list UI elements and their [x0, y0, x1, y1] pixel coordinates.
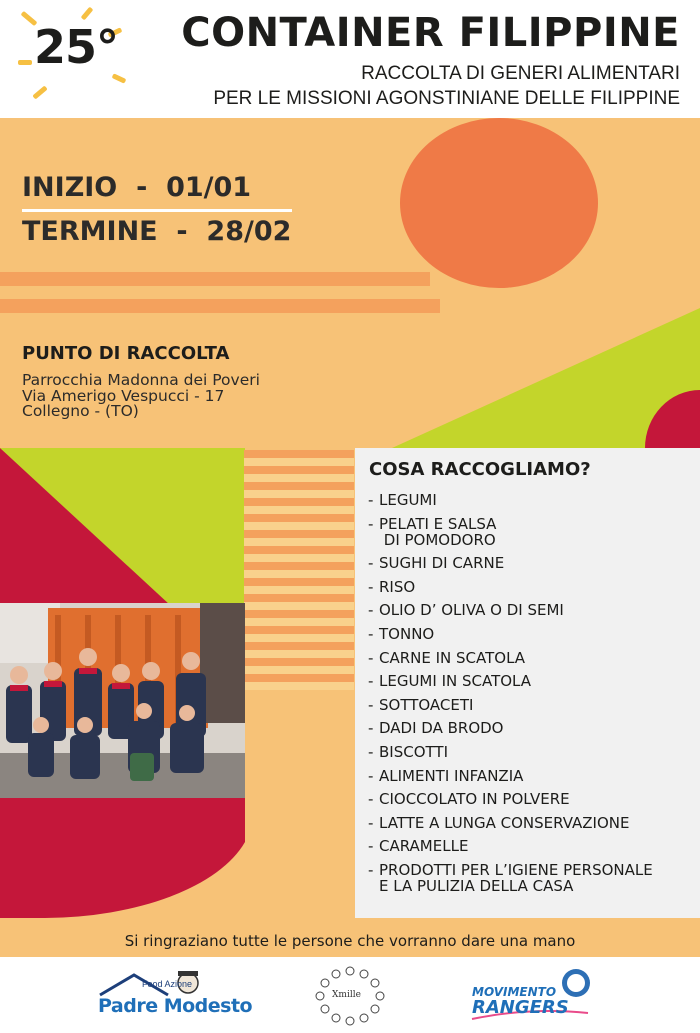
list-item: - LEGUMI IN SCATOLA — [368, 673, 653, 689]
padre-modesto-logo — [98, 965, 253, 1027]
stripe-pattern — [244, 450, 354, 690]
padre-modesto-small-text: Food Azione — [142, 979, 193, 989]
items-panel — [355, 448, 700, 918]
end-date: TERMINE - 28/02 — [22, 216, 292, 247]
footer-logos — [0, 957, 700, 1033]
list-item: - PELATI E SALSA DI POMODORO — [368, 516, 653, 548]
smiley-ring-logo — [314, 965, 386, 1027]
subtitle-line-1: RACCOLTA DI GENERI ALIMENTARI — [361, 63, 680, 84]
list-item: - CARNE IN SCATOLA — [368, 650, 653, 666]
list-item: - PRODOTTI PER L’IGIENE PERSONALE E LA PULIZIA DELLA CASA — [368, 862, 653, 894]
sun-circle — [400, 118, 598, 288]
list-item: - LEGUMI — [368, 492, 653, 508]
list-item: - SOTTOACETI — [368, 697, 653, 713]
address-line: Via Amerigo Vespucci - 17 — [22, 387, 225, 405]
address-line: Collegno - (TO) — [22, 402, 139, 420]
collection-point-title: PUNTO DI RACCOLTA — [22, 343, 230, 364]
group-photo-illustration — [0, 603, 245, 798]
subtitle-line-2: PER LE MISSIONI AGONSTINIANE DELLE FILIPPINE — [213, 88, 680, 109]
rangers-line-2: RANGERS — [472, 997, 569, 1018]
list-item: - DADI DA BRODO — [368, 720, 653, 736]
list-item: - LATTE A LUNGA CONSERVAZIONE — [368, 815, 653, 831]
red-arc-bottom — [0, 798, 245, 918]
smiley-ring-text: Xmille — [332, 990, 361, 1000]
orange-stripe — [0, 299, 440, 313]
list-item: - TONNO — [368, 626, 653, 642]
thanks-message: Si ringraziano tutte le persone che vorranno dare una mano — [124, 932, 576, 950]
list-item: - CARAMELLE — [368, 838, 653, 854]
list-item: - ALIMENTI INFANZIA — [368, 768, 653, 784]
list-item: - OLIO D’ OLIVA O DI SEMI — [368, 602, 653, 618]
list-item: - CIOCCOLATO IN POLVERE — [368, 791, 653, 807]
date-divider — [22, 209, 292, 212]
items-list — [368, 492, 653, 902]
address-line: Parrocchia Madonna dei Poveri — [22, 371, 260, 389]
items-panel-title: COSA RACCOGLIAMO? — [369, 459, 591, 480]
group-photo — [0, 603, 245, 798]
anniversary-number: 25° — [34, 20, 119, 74]
orange-stripe — [0, 272, 430, 286]
start-date: INIZIO - 01/01 — [22, 172, 252, 203]
page-title: CONTAINER FILIPPINE — [181, 10, 680, 56]
list-item: - SUGHI DI CARNE — [368, 555, 653, 571]
list-item: - BISCOTTI — [368, 744, 653, 760]
padre-modesto-name: Padre Modesto — [98, 995, 253, 1017]
rangers-line-1: MOVIMENTO — [472, 985, 557, 999]
list-item: - RISO — [368, 579, 653, 595]
movimento-rangers-logo — [470, 967, 594, 1027]
